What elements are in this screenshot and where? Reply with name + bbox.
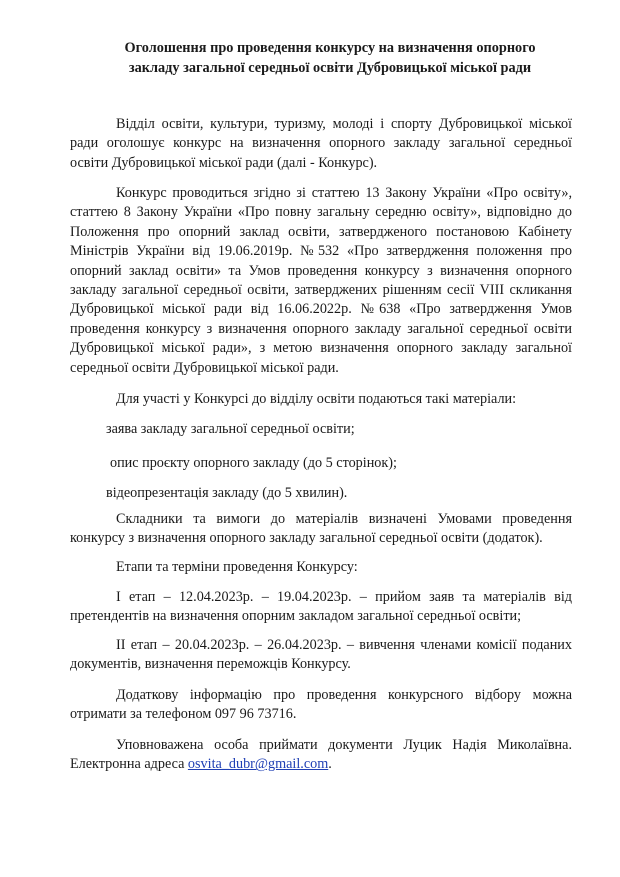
paragraph-legal-basis: Конкурс проводиться згідно зі статтею 13 Закону України «Про освіту», статтею 8 Закону України «Про повну загальну середню освіту», відповідно до Положення про опорний заклад освіти, затвердженого постановою Кабінету Міністрів України від 19.06.2019р. №532 «Про затвердження положення про опорний заклад освіти» та Умов проведення конкурсу з визначення опорного закладу загальної середньої освіти, затверджених рішенням сесії VIII скликання Дубровицької міської ради від 16.06.2022р. №638 «Про затвердження Умов проведення конкурсу з визначення опорного закладу загальної середньої освіти Дубровицької міської ради», з метою визначення опорного закладу загальної середньої освіти Дубровицької міської ради. [70,185,572,376]
materials-item-project-description: опис проєкту опорного закладу (до 5 сторінок); [110,455,397,471]
contact-person-text: Уповноважена особа приймати документи Луцик Надія Миколаївна. Електронна адреса [70,737,572,773]
email-link[interactable]: osvita_dubr@gmail.com [187,756,329,773]
materials-item-application: заява закладу загальної середньої освіти; [106,421,355,437]
paragraph-contact-phone: Додаткову інформацію про проведення конкурсного відбору можна отримати за телефоном 097 96 73716. [70,687,572,723]
paragraph-requirements: Складники та вимоги до матеріалів визначені Умовами проведення конкурсу з визначення опорного закладу загальної середньої освіти (додаток). [70,511,572,547]
document-title-line-1: Оголошення про проведення конкурсу на визначення опорного [124,40,536,56]
stages-heading: Етапи та терміни проведення Конкурсу: [116,559,358,575]
document-title [80,38,580,78]
stage-2: ІІ етап – 20.04.2023р. – 26.04.2023р. – вивчення членами комісії поданих документів, визначення переможців Конкурсу. [70,637,572,673]
email-trailing-period: . [328,756,332,773]
paragraph-intro: Відділ освіти, культури, туризму, молоді і спорту Дубровицької міської ради оголошує конкурс на визначення опорного закладу загальної середньої освіти Дубровицької міської ради (далі - Конкурс). [70,116,572,171]
paragraph-contact-person [70,736,572,775]
stage-1: І етап – 12.04.2023р. – 19.04.2023р. – прийом заяв та матеріалів від претендентів на визначення опорним закладом загальної середньої освіти; [70,589,572,625]
document-title-line-2: закладу загальної середньої освіти Дубровицької міської ради [128,60,532,76]
materials-item-video-presentation: відеопрезентація закладу (до 5 хвилин). [106,485,348,501]
materials-heading: Для участі у Конкурсі до відділу освіти подаються такі матеріали: [116,391,517,407]
